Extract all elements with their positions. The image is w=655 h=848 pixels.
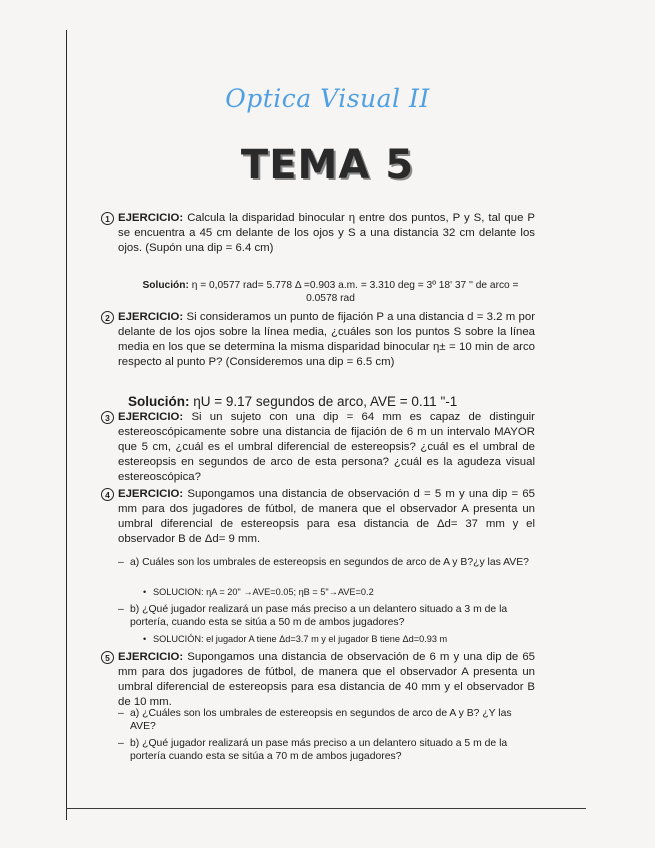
exercise-4-part-a (118, 556, 530, 569)
exercise-2-solution-label: Solución: (128, 394, 190, 409)
exercise-1 (103, 211, 535, 256)
exercise-4-label: EJERCICIO: (118, 488, 184, 500)
dash-marker: – (118, 557, 124, 568)
exercise-4-text (103, 487, 535, 547)
dash-marker: – (118, 708, 124, 719)
dash-marker: – (118, 604, 124, 615)
bullet-marker: • (143, 587, 147, 597)
page-title: Optica Visual II (225, 84, 430, 113)
exercise-2-body: Si consideramos un punto de fijación P a una distancia d = 3.2 m por delante de los ojos sobre la línea media, ¿cuáles son los puntos S sobre la línea media en los que se determina la misma disparidad binocular η± = 10 min de arco respecto al punto P? (Consideremos una dip = 6.5 cm) (118, 311, 536, 368)
exercise-1-body: Calcula la disparidad binocular η entre dos puntos, P y S, tal que P se encuentra a 45 cm delante de los ojos y S a una distancia 32 cm delante los ojos. (Supón una dip = 6.4 cm) (118, 212, 535, 254)
exercise-5-body: Supongamos una distancia de observación de 6 m y una dip de 65 mm para dos jugadores de fútbol, de manera que el observador A presenta un umbral diferencial de estereopsis para esa distancia de 40 mm y el observador B de 10 mm. (118, 651, 535, 708)
exercise-2-label: EJERCICIO: (118, 311, 184, 323)
exercise-number-1: 1 (101, 212, 114, 225)
exercise-4-part-b (118, 603, 530, 629)
exercise-3 (103, 410, 535, 485)
exercise-1-text (103, 211, 535, 256)
exercise-4-body: Supongamos una distancia de observación d = 5 m y una dip = 65 mm para dos jugadores de fútbol, de manera que el observador A presenta un umbral diferencial de estereopsis para esa distancia de Δd= 37 mm y el observador B de Δd= 9 mm. (118, 488, 535, 545)
exercise-2 (103, 310, 535, 370)
exercise-number-5: 5 (101, 651, 114, 664)
exercise-5-part-a (118, 707, 535, 733)
exercise-4-part-a-text: a) Cuáles son los umbrales de estereopsis en segundos de arco de A y B?¿y las AVE? (130, 557, 529, 568)
tema-heading: TEMA 5 (240, 142, 415, 188)
exercise-4-part-a-solution-text: SOLUCION: ηA = 20" →AVE=0.05; ηB = 5"→AVE=0.2 (153, 587, 374, 597)
exercise-2-solution (128, 394, 548, 410)
exercise-2-solution-text: ηU = 9.17 segundos de arco, AVE = 0.11 "-1 (193, 394, 458, 409)
exercise-2-text (103, 310, 535, 370)
exercise-1-solution-text: η = 0,0577 rad= 5.778 Δ =0.903 a.m. = 3.310 deg = 3º 18' 37 '' de arco = 0.0578 rad (191, 280, 519, 304)
exercise-3-label: EJERCICIO: (118, 411, 184, 423)
exercise-4-part-a-solution (143, 586, 533, 598)
exercise-5 (103, 650, 535, 710)
exercise-5-part-b-text: b) ¿Qué jugador realizará un pase más preciso a un delantero situado a 5 m de la portería cuando esta se sitúa a 70 m de ambos jugadores? (130, 738, 508, 762)
exercise-3-text (103, 410, 535, 485)
exercise-5-text (103, 650, 535, 710)
exercise-1-label: EJERCICIO: (118, 212, 184, 224)
exercise-number-3: 3 (101, 411, 114, 424)
exercise-5-label: EJERCICIO: (118, 651, 184, 663)
exercise-4-part-b-solution (143, 633, 533, 645)
exercise-number-4: 4 (101, 488, 114, 501)
exercise-1-solution (128, 279, 533, 305)
exercise-4-part-b-solution-text: SOLUCIÓN: el jugador A tiene Δd=3.7 m y el jugador B tiene Δd=0.93 m (153, 634, 448, 644)
exercise-5-part-b (118, 737, 535, 763)
exercise-number-2: 2 (101, 311, 114, 324)
exercise-5-part-a-text: a) ¿Cuáles son los umbrales de estereopsis en segundos de arco de A y B? ¿Y las AVE? (130, 708, 512, 732)
exercise-4-part-b-text: b) ¿Qué jugador realizará un pase más preciso a un delantero situado a 3 m de la portería, cuando esta se sitúa a 50 m de ambos jugadores? (130, 604, 508, 628)
exercise-1-solution-label: Solución: (142, 280, 189, 291)
exercise-4 (103, 487, 535, 547)
exercise-3-body: Si un sujeto con una dip = 64 mm es capaz de distinguir estereoscópicamente sobre una distancia de fijación de 6 m un intervalo MAYOR que 5 cm, ¿cuál es el umbral diferencial de estereopsis? ¿cuál es el umbral de estereopsis en segundos de arco de esta persona? ¿cuál es la agudeza visual estereoscópica? (118, 411, 535, 483)
page-edge-bottom (66, 808, 586, 809)
bullet-marker: • (143, 634, 147, 644)
dash-marker: – (118, 738, 124, 749)
